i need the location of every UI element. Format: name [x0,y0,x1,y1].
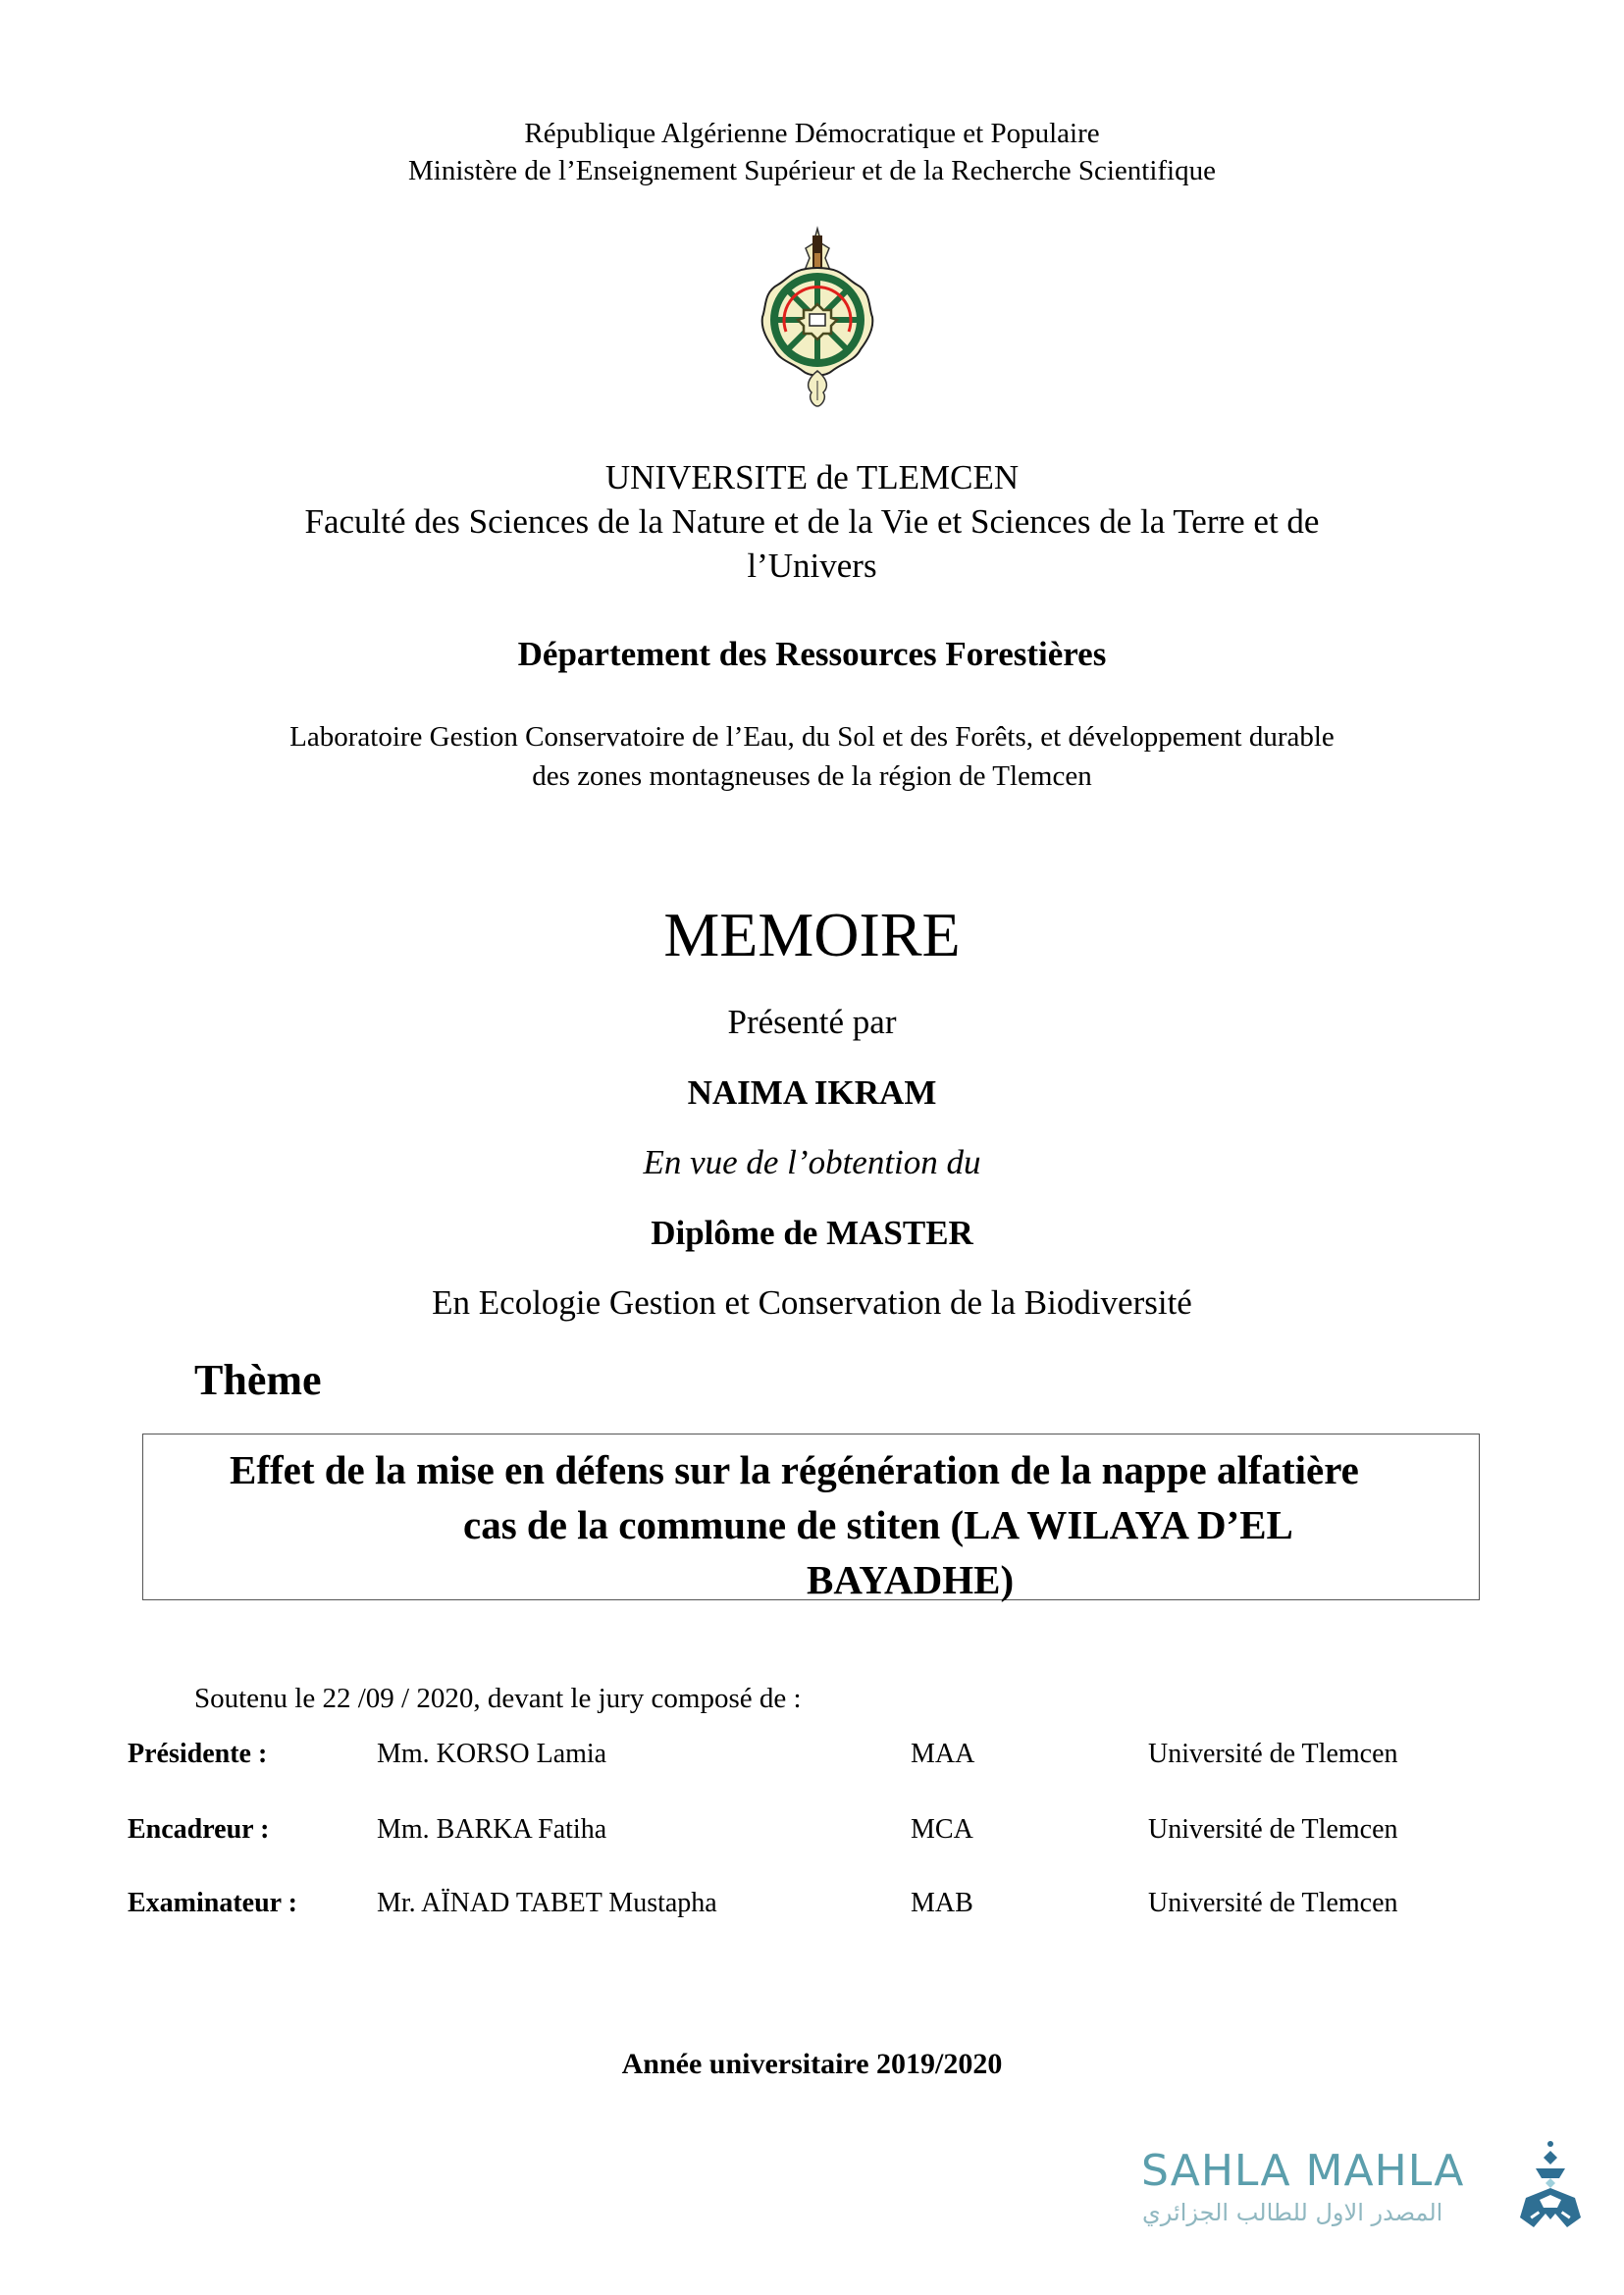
laboratory-name-line1: Laboratoire Gestion Conservatoire de l’Eau, du Sol et des Forêts, et développement durable [289,721,1335,753]
faculty-name-line1: Faculté des Sciences de la Nature et de la Vie et Sciences de la Terre et de [304,502,1320,541]
jury-institution: Université de Tlemcen [1148,1739,1398,1769]
faculty-name-line2: l’Univers [747,547,877,585]
watermark-tagline: المصدر الاول للطالب الجزائري [1142,2199,1443,2226]
jury-institution: Université de Tlemcen [1148,1814,1398,1845]
specialty-name: En Ecologie Gestion et Conservation de la Biodiversité [432,1283,1192,1322]
jury-name: Mm. KORSO Lamia [377,1739,607,1769]
jury-name: Mm. BARKA Fatiha [377,1814,607,1845]
theme-title-line2: cas de la commune de stiten (LA WILAYA D’EL [463,1502,1293,1547]
ministry-heading: Ministère de l’Enseignement Supérieur et de la Recherche Scientifique [408,155,1216,186]
jury-grade: MAB [911,1888,973,1918]
university-emblem-icon [759,224,876,410]
laboratory-name-line2: des zones montagneuses de la région de Tlemcen [532,760,1092,792]
watermark-logo [1138,2139,1590,2247]
jury-role: Présidente : [128,1739,268,1769]
jury-name: Mr. AÏNAD TABET Mustapha [377,1888,717,1918]
academic-year: Année universitaire 2019/2020 [621,2048,1003,2080]
jury-grade: MCA [911,1814,973,1845]
purpose-label: En vue de l’obtention du [643,1143,981,1181]
document-type-title: MEMOIRE [663,900,961,969]
watermark-brand: SAHLA MAHLA [1141,2146,1465,2196]
jury-row [0,1886,1624,1925]
jury-role: Encadreur : [128,1814,270,1845]
diploma-name: Diplôme de MASTER [651,1214,973,1252]
jury-row [0,1812,1624,1852]
sahla-mahla-emblem-icon [1516,2139,1585,2232]
author-name: NAIMA IKRAM [687,1073,937,1112]
jury-institution: Université de Tlemcen [1148,1888,1398,1918]
university-name: UNIVERSITE de TLEMCEN [604,458,1020,496]
jury-grade: MAA [911,1739,975,1769]
theme-title-line1: Effet de la mise en défens sur la régénération de la nappe alfatière [230,1447,1359,1492]
republic-heading: République Algérienne Démocratique et Populaire [524,118,1100,149]
defense-statement: Soutenu le 22 /09 / 2020, devant le jury composé de : [194,1683,802,1714]
jury-row [0,1737,1624,1776]
theme-label: Thème [194,1356,322,1404]
presented-by-label: Présenté par [727,1003,897,1041]
department-name: Département des Ressources Forestières [517,635,1107,673]
jury-role: Examinateur : [128,1888,297,1918]
theme-title-line3: BAYADHE) [807,1557,1015,1602]
